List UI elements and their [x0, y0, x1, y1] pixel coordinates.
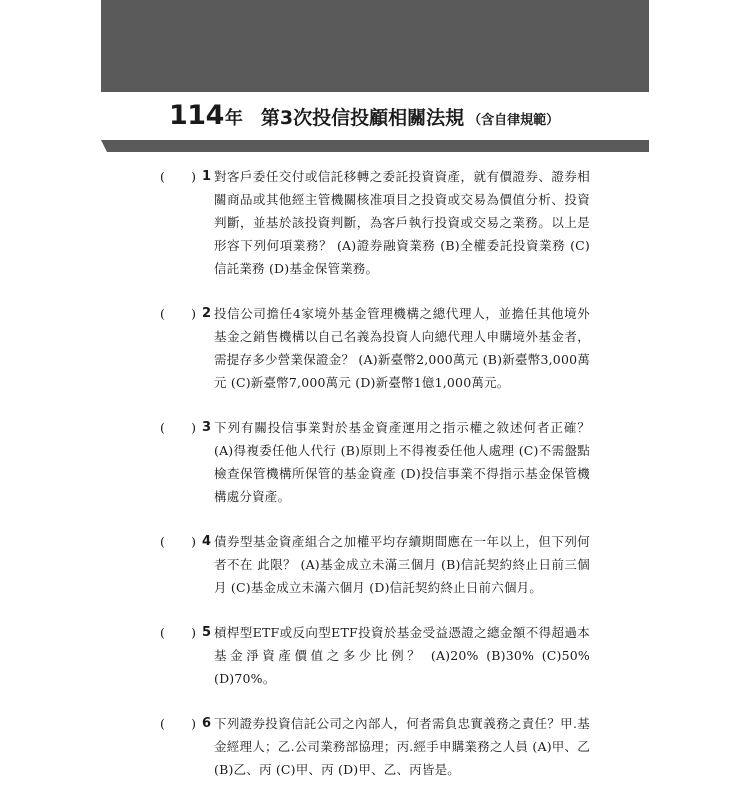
- question-text: 下列證券投資信託公司之內部人，何者需負忠實義務之責任？甲.基金經理人；乙.公司業務部協理；丙.經手申購業務之人員 (A)甲、乙 (B)乙、丙 (C)甲、丙 (D)甲、乙、丙皆是。: [214, 716, 590, 777]
- answer-close-paren: ): [191, 625, 196, 640]
- year-number: 114: [169, 100, 224, 131]
- chapter-header: [101, 96, 649, 152]
- answer-close-paren: ): [191, 169, 196, 184]
- chapter-title: [169, 100, 559, 131]
- answer-close-paren: ): [191, 534, 196, 549]
- answer-close-paren: ): [191, 716, 196, 731]
- answer-open-paren: (: [160, 306, 165, 321]
- question-number: 1: [202, 169, 212, 184]
- question-item: [160, 530, 590, 599]
- top-gray-band: [101, 0, 649, 92]
- question-number: 5: [202, 625, 212, 640]
- answer-blank: [160, 621, 202, 644]
- question-text: 槓桿型ETF或反向型ETF投資於基金受益憑證之總金額不得超過本基金淨資產價值之多少比例？ (A)20% (B)30% (C)50% (D)70%。: [214, 625, 590, 686]
- question-item: [160, 302, 590, 394]
- answer-open-paren: (: [160, 534, 165, 549]
- answer-blank: [160, 416, 202, 439]
- year-unit: 年: [224, 108, 243, 129]
- question-item: [160, 416, 590, 508]
- answer-blank: [160, 530, 202, 553]
- header-underline-bar: [101, 140, 649, 152]
- answer-close-paren: ): [191, 306, 196, 321]
- answer-close-paren: ): [191, 420, 196, 435]
- question-number: 6: [202, 716, 212, 731]
- answer-open-paren: (: [160, 625, 165, 640]
- question-item: [160, 165, 590, 280]
- answer-open-paren: (: [160, 169, 165, 184]
- answer-blank: [160, 712, 202, 735]
- question-text: 下列有關投信事業對於基金資產運用之指示權之敘述何者正確？ (A)得複委任他人代行 (B)原則上不得複委任他人處理 (C)不需盤點檢查保管機構所保管的基金資產 (D)投信事業不得指示基金保管機構處分資產。: [214, 420, 590, 504]
- question-number: 2: [202, 306, 212, 321]
- answer-open-paren: (: [160, 420, 165, 435]
- page-subtitle: （含自律規範）: [468, 113, 560, 128]
- answer-blank: [160, 165, 202, 188]
- question-list: [160, 165, 590, 803]
- answer-open-paren: (: [160, 716, 165, 731]
- page-title: 第3次投信投顧相關法規: [260, 107, 465, 129]
- question-item: [160, 712, 590, 781]
- question-text: 債券型基金資產組合之加權平均存續期間應在一年以上，但下列何者不在 此限？ (A)基金成立未滿三個月 (B)信託契約終止日前三個月 (C)基金成立未滿六個月 (D)信託契約終止日前六個月。: [214, 534, 590, 595]
- answer-blank: [160, 302, 202, 325]
- question-text: 對客戶委任交付或信託移轉之委託投資資產，就有價證券、證券相關商品或其他經主管機關核准項目之投資或交易為價值分析、投資判斷，並基於該投資判斷，為客戶執行投資或交易之業務。以上是形容下列何項業務？ (A)證券融資業務 (B)全權委託投資業務 (C)信託業務 (D)基金保管業務。: [214, 169, 590, 276]
- question-number: 4: [202, 534, 212, 549]
- question-number: 3: [202, 420, 212, 435]
- question-text: 投信公司擔任4家境外基金管理機構之總代理人，並擔任其他境外基金之銷售機構以自己名義為投資人向總代理人申購境外基金者，需提存多少營業保證金？ (A)新臺幣2,000萬元 (B)新臺幣3,000萬元 (C)新臺幣7,000萬元 (D)新臺幣1億1,000萬元。: [214, 306, 590, 390]
- question-item: [160, 621, 590, 690]
